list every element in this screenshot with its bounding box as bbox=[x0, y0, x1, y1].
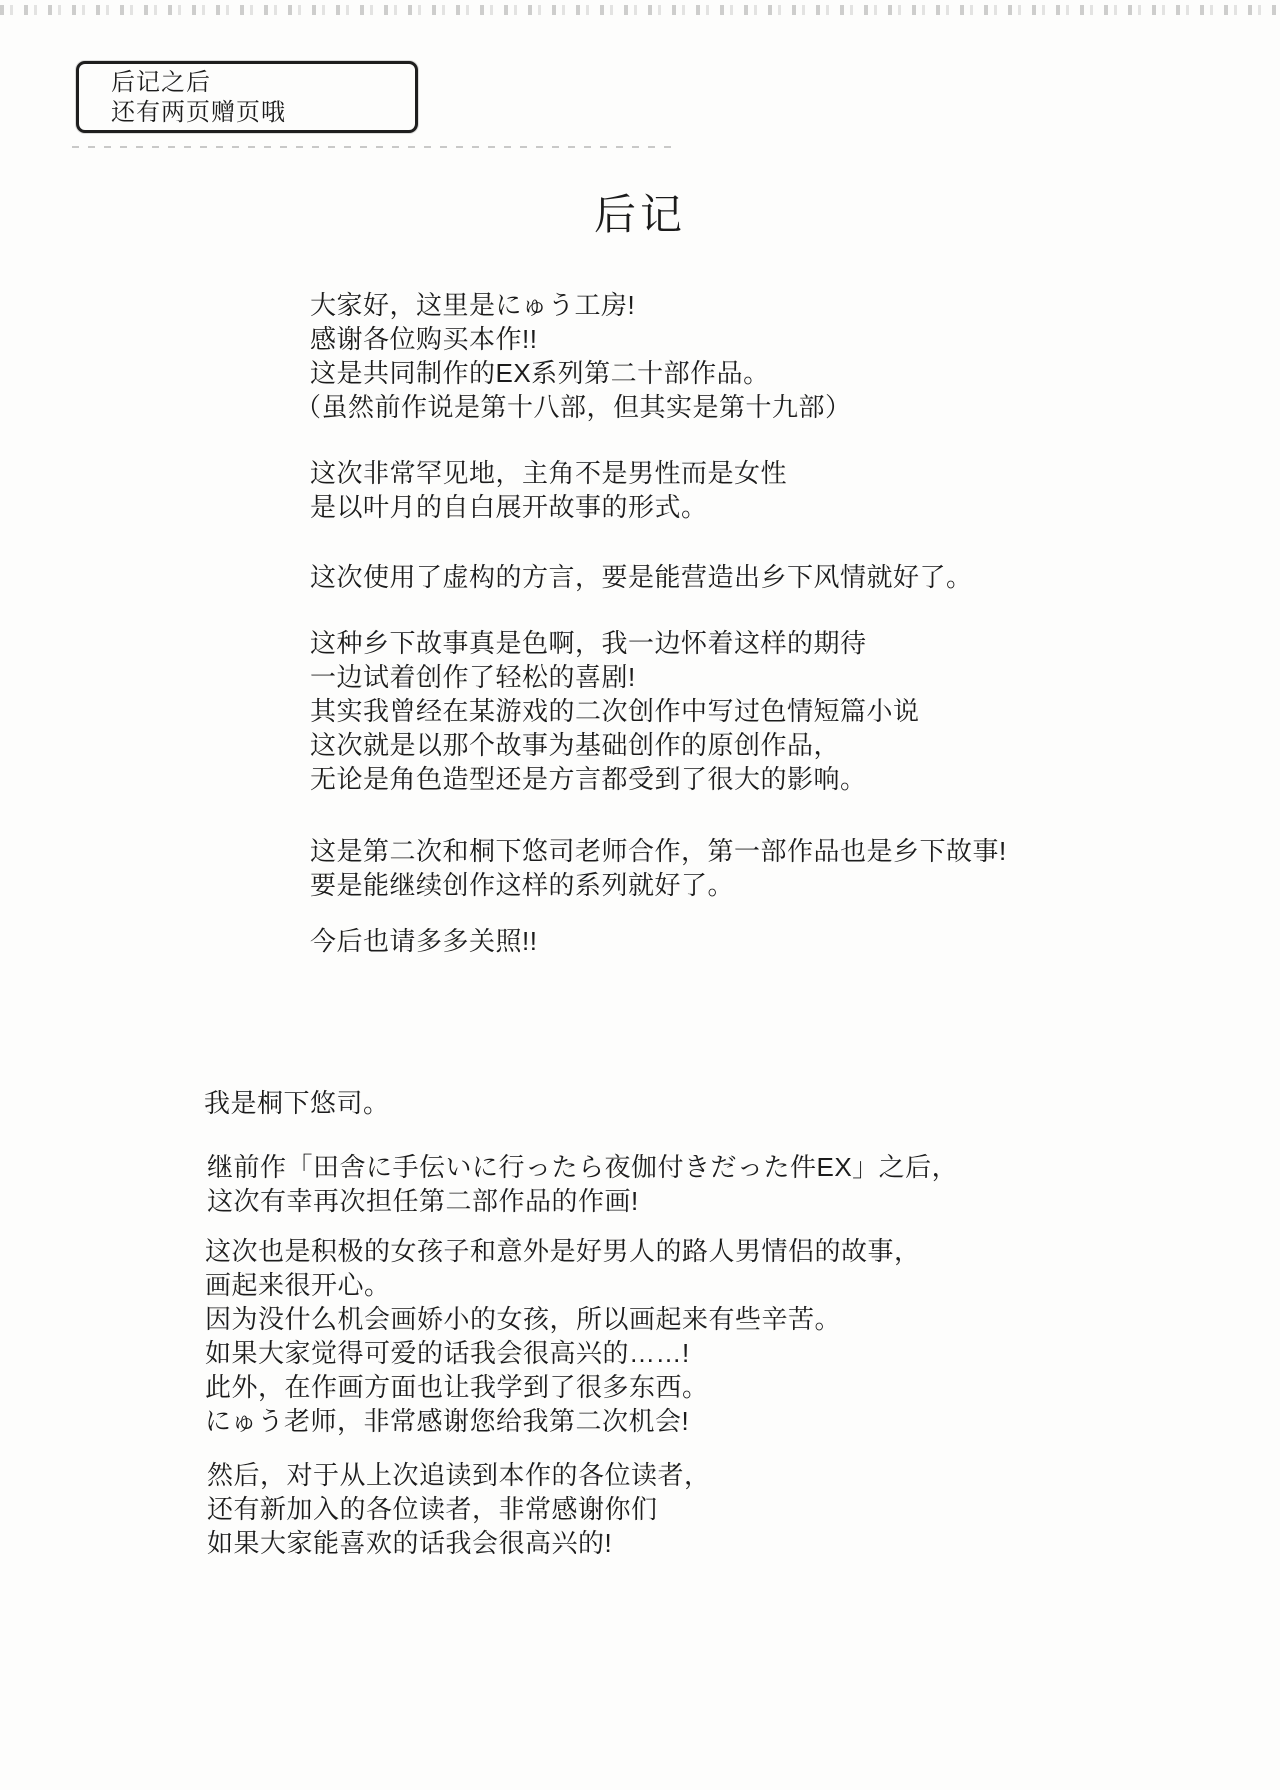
text-line: 无论是角色造型还是方言都受到了很大的影响。 bbox=[310, 764, 867, 794]
text-line: 还有新加入的各位读者，非常感谢你们 bbox=[207, 1494, 658, 1524]
page-title: 后记 bbox=[593, 191, 686, 238]
artist-paragraph-previous-work bbox=[207, 1150, 958, 1218]
text-line: 此外，在作画方面也让我学到了很多东西。 bbox=[205, 1372, 709, 1402]
text-line: 因为没什么机会画娇小的女孩，所以画起来有些辛苦。 bbox=[205, 1304, 842, 1334]
text-line: 画起来很开心。 bbox=[205, 1270, 391, 1300]
text-line: 然后，对于从上次追读到本作的各位读者， bbox=[207, 1460, 711, 1490]
text-line: 继前作「田舎に手伝いに行ったら夜伽付きだった件EX」之后， bbox=[207, 1152, 959, 1182]
text-line: （虽然前作说是第十八部，但其实是第十九部） bbox=[295, 392, 852, 422]
text-line: 这种乡下故事真是色啊，我一边怀着这样的期待 bbox=[310, 628, 867, 658]
text-line: 这次使用了虚构的方言，要是能营造出乡下风情就好了。 bbox=[310, 562, 973, 592]
author-paragraph-origin bbox=[310, 626, 920, 796]
text-line: 是以叶月的自白展开故事的形式。 bbox=[310, 492, 708, 522]
text-line: 感谢各位购买本作!! bbox=[310, 324, 538, 354]
text-line: 这次就是以那个故事为基础创作的原创作品， bbox=[310, 730, 841, 760]
text-line: 这是第二次和桐下悠司老师合作，第一部作品也是乡下故事! bbox=[310, 836, 1007, 866]
author-paragraph-dialect bbox=[310, 560, 973, 594]
text-line: 我是桐下悠司。 bbox=[204, 1088, 390, 1118]
text-line: 要是能继续创作这样的系列就好了。 bbox=[310, 870, 735, 900]
text-line: 这次有幸再次担任第二部作品的作画! bbox=[207, 1186, 639, 1216]
text-line: 还有两页赠页哦 bbox=[111, 99, 286, 126]
note-box-text bbox=[111, 68, 286, 128]
text-line: 其实我曾经在某游戏的二次创作中写过色情短篇小说 bbox=[310, 696, 920, 726]
author-paragraph-greeting bbox=[295, 288, 852, 424]
text-line: 这是共同制作的EX系列第二十部作品。 bbox=[310, 358, 770, 388]
author-paragraph-closing bbox=[310, 924, 537, 958]
text-line: 今后也请多多关照!! bbox=[310, 926, 538, 956]
artist-paragraph-drawing-notes bbox=[205, 1234, 921, 1438]
text-line: 后记之后 bbox=[111, 69, 211, 96]
author-paragraph-collaboration bbox=[310, 834, 1007, 902]
artist-paragraph-intro bbox=[204, 1086, 390, 1120]
text-line: にゅう老师，非常感谢您给我第二次机会! bbox=[205, 1406, 690, 1436]
scan-artifact-dashed-line bbox=[72, 146, 672, 148]
artist-paragraph-thanks-readers bbox=[207, 1458, 711, 1560]
text-line: 大家好，这里是にゅう工房! bbox=[310, 290, 636, 320]
text-line: 如果大家觉得可爱的话我会很高兴的……! bbox=[205, 1338, 690, 1368]
text-line: 这次也是积极的女孩子和意外是好男人的路人男情侣的故事， bbox=[205, 1236, 921, 1266]
text-line: 一边试着创作了轻松的喜剧! bbox=[310, 662, 636, 692]
text-line: 如果大家能喜欢的话我会很高兴的! bbox=[207, 1528, 613, 1558]
bonus-pages-note-box bbox=[76, 61, 418, 133]
author-paragraph-protagonist bbox=[310, 456, 787, 524]
scan-noise-top-edge bbox=[0, 5, 1280, 15]
text-line: 这次非常罕见地，主角不是男性而是女性 bbox=[310, 458, 788, 488]
